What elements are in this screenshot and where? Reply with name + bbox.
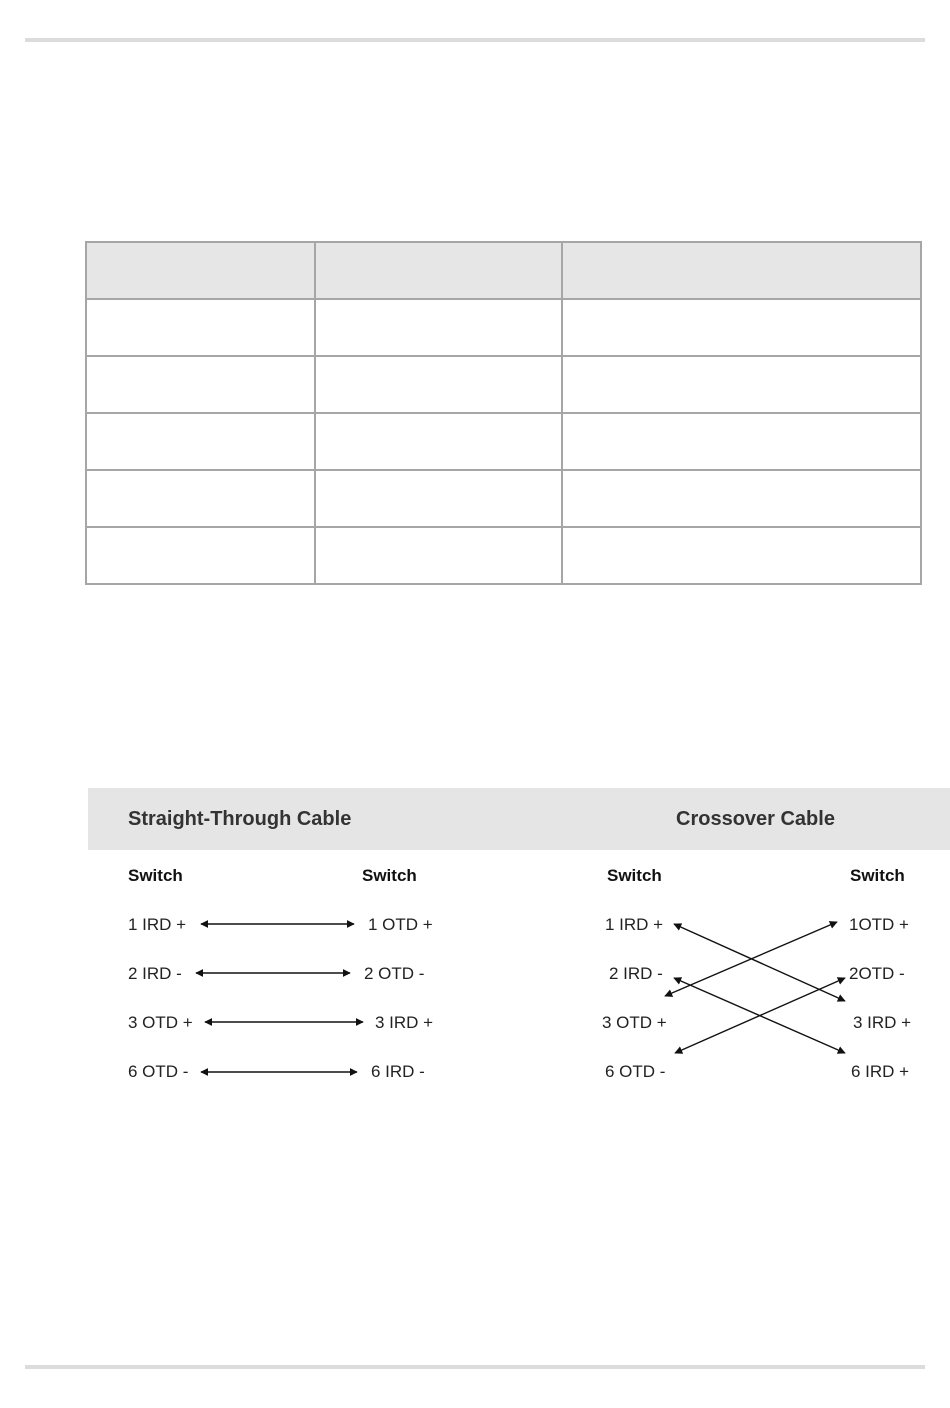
table-row [86, 356, 921, 413]
straight-right-pin: 3 IRD + [375, 1013, 434, 1032]
table-cell [86, 413, 315, 470]
table-cell [315, 356, 562, 413]
table-header-cell [86, 242, 315, 299]
table-row [86, 299, 921, 356]
table-cell [86, 527, 315, 584]
table-cell [562, 527, 921, 584]
crossover-left-pin: 6 OTD - [605, 1062, 666, 1081]
crossover-right-switch-label: Switch [850, 866, 905, 885]
table-cell [315, 470, 562, 527]
crossover-right-pin: 2OTD - [849, 964, 905, 983]
straight-right-switch-label: Switch [362, 866, 417, 885]
straight-left-pin: 2 IRD - [128, 964, 182, 983]
table-cell [315, 299, 562, 356]
table-cell [315, 527, 562, 584]
straight-right-pin: 1 OTD + [368, 915, 433, 934]
wiring-diagram [88, 788, 950, 1108]
table-row [86, 413, 921, 470]
straight-right-pin: 2 OTD - [364, 964, 425, 983]
cable-wiring-figure [88, 788, 950, 1108]
straight-right-pin: 6 IRD - [371, 1062, 425, 1081]
straight-left-pin: 3 OTD + [128, 1013, 193, 1032]
crossover-left-pin: 2 IRD - [609, 964, 663, 983]
bottom-rule [25, 1365, 925, 1369]
straight-left-pin: 1 IRD + [128, 915, 187, 934]
table-cell [86, 356, 315, 413]
table-row [86, 527, 921, 584]
straight-left-pin: 6 OTD - [128, 1062, 189, 1081]
crossover-left-pin: 3 OTD + [602, 1013, 667, 1032]
table-cell [562, 356, 921, 413]
crossover-right-pin: 1OTD + [849, 915, 909, 934]
table-header-cell [562, 242, 921, 299]
straight-left-switch-label: Switch [128, 866, 183, 885]
top-rule [25, 38, 925, 42]
table-cell [86, 299, 315, 356]
crossover-left-switch-label: Switch [607, 866, 662, 885]
crossover-title: Crossover Cable [676, 808, 835, 830]
table-cell [315, 413, 562, 470]
table-cell [86, 470, 315, 527]
table-cell [562, 413, 921, 470]
crossover-right-pin: 6 IRD + [851, 1062, 910, 1081]
table-cell [562, 470, 921, 527]
table-header-row [86, 242, 921, 299]
table-row [86, 470, 921, 527]
crossover-left-pin: 1 IRD + [605, 915, 664, 934]
straight-through-title: Straight-Through Cable [128, 808, 352, 830]
pin-assignment-table [85, 241, 922, 585]
table-header-cell [315, 242, 562, 299]
table-cell [562, 299, 921, 356]
crossover-right-pin: 3 IRD + [853, 1013, 912, 1032]
